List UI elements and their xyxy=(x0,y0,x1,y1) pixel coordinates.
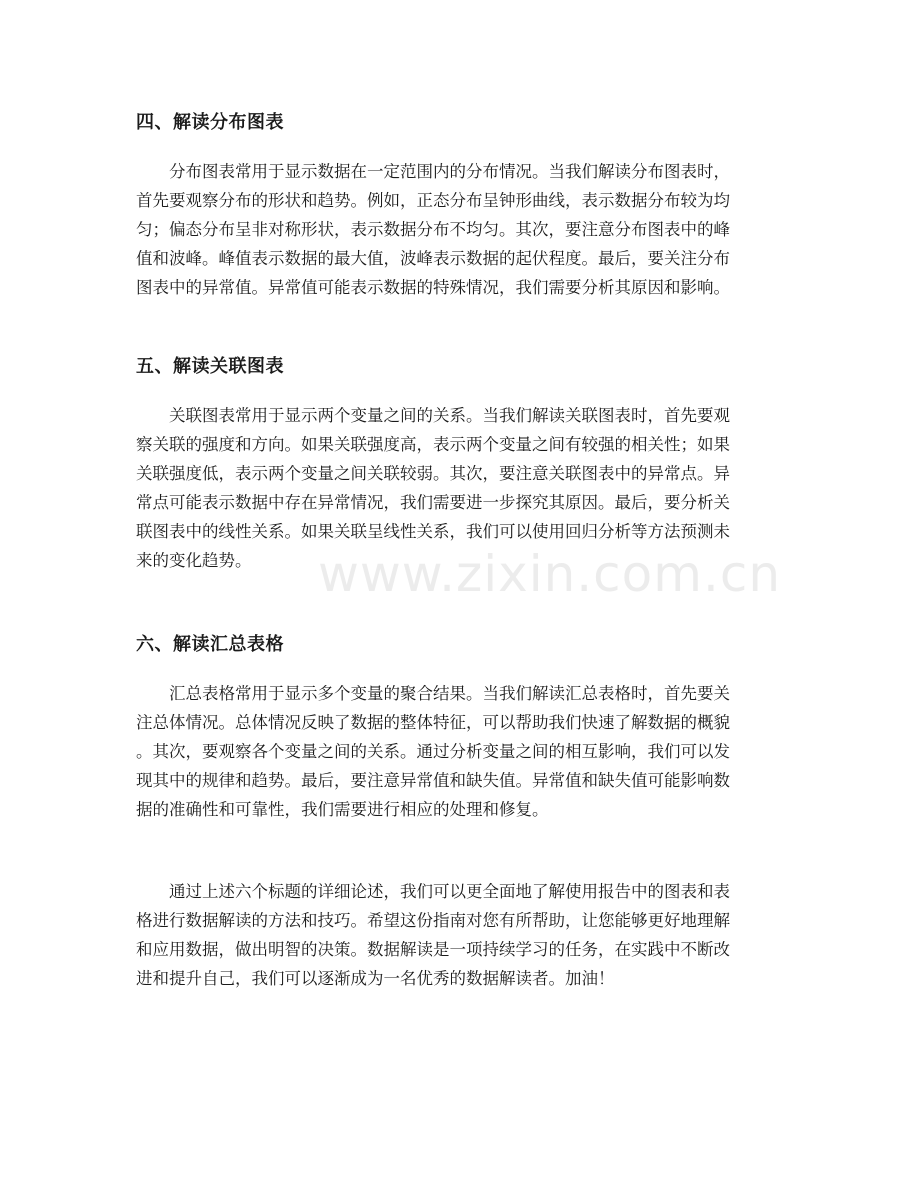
paragraph-correlation xyxy=(136,401,786,575)
watermark: www.zixin.com.cn xyxy=(318,545,782,603)
paragraph-line: 联图表中的线性关系。如果关联呈线性关系，我们可以使用回归分析等方法预测未 xyxy=(136,522,730,541)
paragraph-line: 值和波峰。峰值表示数据的最大值，波峰表示数据的起伏程度。最后，要关注分布 xyxy=(136,249,730,268)
paragraph-line: 来的变化趋势。 xyxy=(136,551,252,570)
paragraph-conclusion xyxy=(136,877,786,993)
section-heading-summary-table: 六、解读汇总表格 xyxy=(136,634,284,655)
section-heading-distribution: 四、解读分布图表 xyxy=(136,112,284,133)
paragraph-summary-table xyxy=(136,679,786,824)
paragraph-line: 注总体情况。总体情况反映了数据的整体特征，可以帮助我们快速了解数据的概貌 xyxy=(136,713,730,732)
paragraph-line: 常点可能表示数据中存在异常情况，我们需要进一步探究其原因。最后，要分析关 xyxy=(136,493,730,512)
paragraph-line: 汇总表格常用于显示多个变量的聚合结果。当我们解读汇总表格时，首先要关 xyxy=(169,684,730,703)
section-heading-correlation: 五、解读关联图表 xyxy=(136,356,284,377)
paragraph-line: 通过上述六个标题的详细论述，我们可以更全面地了解使用报告中的图表和表 xyxy=(169,882,730,901)
paragraph-line: 匀；偏态分布呈非对称形状，表示数据分布不均匀。其次，要注意分布图表中的峰 xyxy=(136,220,730,239)
paragraph-line: 分布图表常用于显示数据在一定范围内的分布情况。当我们解读分布图表时， xyxy=(169,162,730,181)
paragraph-line: 进和提升自己，我们可以逐渐成为一名优秀的数据解读者。加油！ xyxy=(136,969,615,988)
paragraph-line: 察关联的强度和方向。如果关联强度高，表示两个变量之间有较强的相关性；如果 xyxy=(136,435,730,454)
paragraph-line: 和应用数据，做出明智的决策。数据解读是一项持续学习的任务，在实践中不断改 xyxy=(136,940,730,959)
paragraph-line: 关联图表常用于显示两个变量之间的关系。当我们解读关联图表时，首先要观 xyxy=(169,406,730,425)
paragraph-line: 据的准确性和可靠性，我们需要进行相应的处理和修复。 xyxy=(136,800,549,819)
paragraph-line: 图表中的异常值。异常值可能表示数据的特殊情况，我们需要分析其原因和影响。 xyxy=(136,278,730,297)
paragraph-line: 现其中的规律和趋势。最后，要注意异常值和缺失值。异常值和缺失值可能影响数 xyxy=(136,771,730,790)
paragraph-line: 首先要观察分布的形状和趋势。例如，正态分布呈钟形曲线，表示数据分布较为均 xyxy=(136,191,730,210)
paragraph-distribution xyxy=(136,157,786,302)
paragraph-line: 关联强度低，表示两个变量之间关联较弱。其次，要注意关联图表中的异常点。异 xyxy=(136,464,730,483)
paragraph-line: 。其次，要观察各个变量之间的关系。通过分析变量之间的相互影响，我们可以发 xyxy=(136,742,730,761)
paragraph-line: 格进行数据解读的方法和技巧。希望这份指南对您有所帮助，让您能够更好地理解 xyxy=(136,911,730,930)
